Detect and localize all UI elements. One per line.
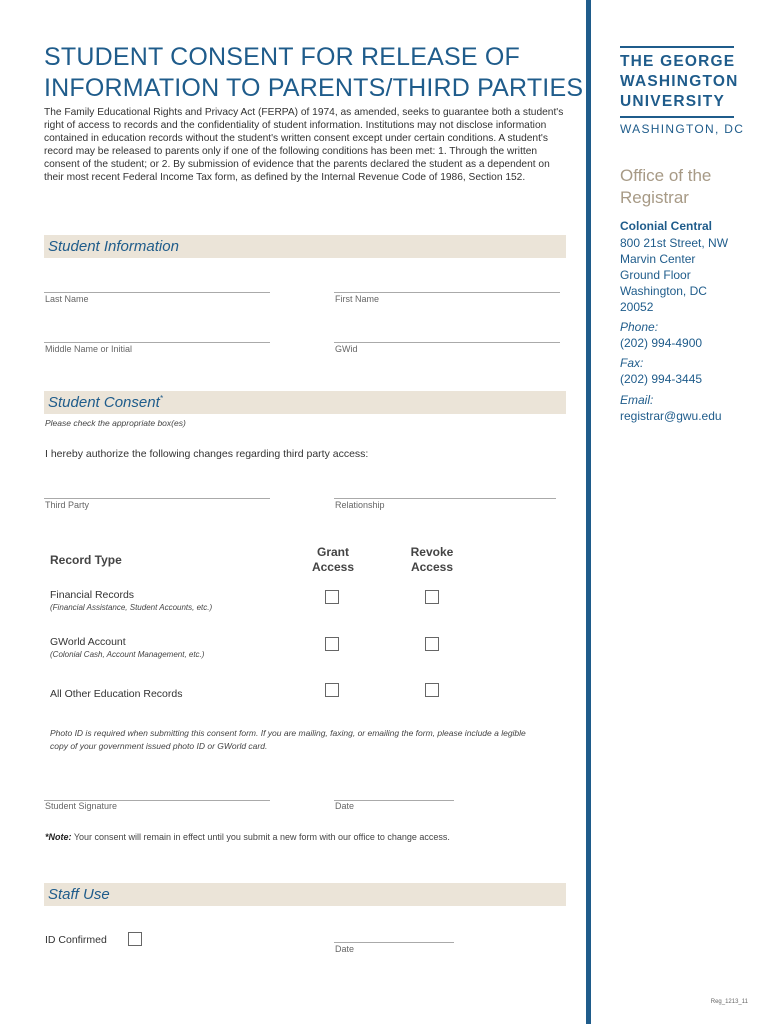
consent-note <box>45 832 450 842</box>
logo-line1: THE GEORGE <box>620 53 736 70</box>
gworld-grant-checkbox[interactable] <box>325 637 339 651</box>
middle-name-label: Middle Name or Initial <box>45 344 133 354</box>
gwid-label: GWid <box>335 344 358 354</box>
staff-date-label: Date <box>335 944 355 954</box>
first-name-field[interactable] <box>334 292 560 293</box>
student-information-header <box>44 235 566 258</box>
fax-number: (202) 994-3445 <box>620 372 703 386</box>
gwid-field[interactable] <box>334 342 560 343</box>
record-type-header: Record Type <box>50 553 122 567</box>
ferpa-intro: The Family Educational Rights and Privacy Act (FERPA) of 1974, as amended, seeks to guarantee both a student's right of access to records and the confidentiality of student information. Institutions may not disclose information contained in education records without the student's written consent except under certain conditions. A student's record may be released to parents only if one of the following conditions has been met: 1. Through the written consent of the student; or 2. By submission of evidence that the parents declared the student as a dependent on their most recent Federal Income Tax form, as defined by the Internal Revenue Code of 1986, Section 152. <box>44 107 564 183</box>
financial-records-sub: (Financial Assistance, Student Accounts, etc.) <box>50 603 213 612</box>
note-text: Your consent will remain in effect until you submit a new form with our office to change access. <box>71 832 450 842</box>
phone-number: (202) 994-4900 <box>620 336 703 350</box>
gworld-revoke-checkbox[interactable] <box>425 637 439 651</box>
last-name-field[interactable] <box>44 292 270 293</box>
id-confirmed-checkbox[interactable] <box>128 932 142 946</box>
form-title-line2: INFORMATION TO PARENTS/THIRD PARTIES <box>44 74 584 102</box>
relationship-label: Relationship <box>335 500 385 510</box>
signature-date-label: Date <box>335 801 355 811</box>
student-information-heading: Student Information <box>48 238 179 255</box>
consent-instruction: Please check the appropriate box(es) <box>45 418 186 428</box>
contact-fax <box>620 355 702 387</box>
id-confirmed-label: ID Confirmed <box>45 934 107 946</box>
logo-location: WASHINGTON, DC <box>620 122 745 136</box>
third-party-label: Third Party <box>45 500 90 510</box>
fax-label: Fax: <box>620 356 644 370</box>
office-name: Office of the Registrar <box>620 166 712 207</box>
logo-bottom-rule <box>620 116 734 118</box>
other-records-label: All Other Education Records <box>50 688 183 700</box>
middle-name-field[interactable] <box>44 342 270 343</box>
financial-revoke-checkbox[interactable] <box>425 590 439 604</box>
staff-use-header <box>44 883 566 906</box>
sidebar-divider <box>586 0 591 1024</box>
third-party-field[interactable] <box>44 498 270 499</box>
student-consent-header <box>44 391 566 414</box>
contact-address: 800 21st Street, NW Marvin Center Ground Floor Washington, DC 20052 <box>620 236 729 314</box>
form-code: Reg_1213_11 <box>710 999 748 1005</box>
gworld-account-label: GWorld Account <box>50 636 126 648</box>
last-name-label: Last Name <box>45 294 89 304</box>
staff-use-heading: Staff Use <box>48 886 110 903</box>
financial-records-label: Financial Records <box>50 589 135 601</box>
authorize-statement: I hereby authorize the following changes regarding third party access: <box>45 448 369 460</box>
contact-phone <box>620 319 702 351</box>
email-link[interactable]: registrar@gwu.edu <box>620 409 722 423</box>
student-consent-heading: Student Consent* <box>48 394 163 411</box>
phone-label: Phone: <box>620 320 659 334</box>
photo-id-note: Photo ID is required when submitting this consent form. If you are mailing, faxing, or emailing the form, please include a legible copy of your government issued photo ID or GWorld card. <box>50 728 526 751</box>
email-label: Email: <box>620 393 654 407</box>
logo-top-rule <box>620 46 734 48</box>
form-title-line1: STUDENT CONSENT FOR RELEASE OF <box>44 43 520 71</box>
relationship-field[interactable] <box>334 498 556 499</box>
grant-access-header: Grant Access <box>311 545 355 574</box>
student-signature-label: Student Signature <box>45 801 118 811</box>
financial-grant-checkbox[interactable] <box>325 590 339 604</box>
first-name-label: First Name <box>335 294 380 304</box>
note-prefix: *Note: <box>45 832 72 842</box>
other-revoke-checkbox[interactable] <box>425 683 439 697</box>
staff-date-field[interactable] <box>334 942 454 943</box>
logo-line3: UNIVERSITY <box>620 93 726 110</box>
revoke-access-header: Revoke Access <box>410 545 454 574</box>
logo-line2: WASHINGTON <box>620 73 739 90</box>
contact-name: Colonial Central <box>620 219 713 233</box>
contact-email <box>620 392 722 424</box>
form-title <box>44 42 584 104</box>
other-grant-checkbox[interactable] <box>325 683 339 697</box>
consent-asterisk: * <box>159 394 163 403</box>
gworld-account-sub: (Colonial Cash, Account Management, etc.) <box>50 650 205 659</box>
